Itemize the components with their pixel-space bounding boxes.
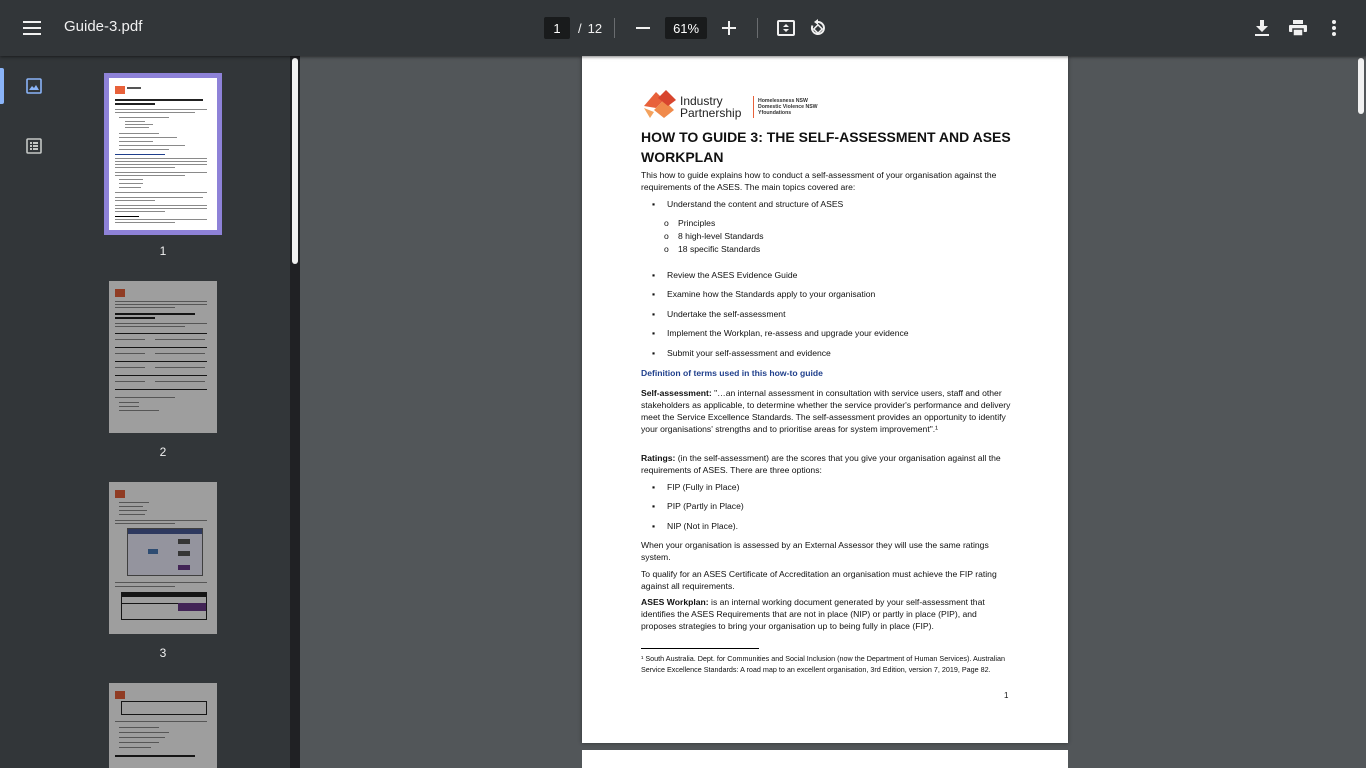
workplan-term: ASES Workplan: xyxy=(641,597,709,607)
image-icon xyxy=(26,78,42,94)
thumbnail-label-1: 1 xyxy=(159,244,167,258)
footnote: ¹ South Australia. Dept. for Communities and Social Inclusion (now the Department of Human Services). Australian Service Excellence Standards: A road map to an excellent organisation, 3rd Edition, version 7, 2019, Page 82. xyxy=(641,654,1005,674)
download-button[interactable] xyxy=(1246,12,1278,44)
rotate-button[interactable] xyxy=(802,12,834,44)
footnote-rule xyxy=(641,648,759,649)
qualify-paragraph: To qualify for an ASES Certificate of Accreditation an organisation must achieve the FIP rating against all requirements. xyxy=(641,569,997,591)
menu-icon[interactable] xyxy=(16,12,48,44)
file-name: Guide-3.pdf xyxy=(64,18,143,35)
download-icon xyxy=(1255,20,1269,36)
logo-org-2: Domestic Violence NSW xyxy=(758,104,818,110)
page-thumbnail-1[interactable] xyxy=(109,78,217,230)
ratings-term: Ratings: xyxy=(641,453,676,463)
document-title: HOW TO GUIDE 3: THE SELF-ASSESSMENT AND ASES WORKPLAN xyxy=(641,129,1011,165)
page-number-input[interactable]: 1 xyxy=(544,17,570,39)
ratings-definition xyxy=(641,452,1011,476)
divider xyxy=(614,18,615,38)
divider xyxy=(757,18,758,38)
logo-brand-line2: Partnership xyxy=(680,106,742,120)
page-thumbnail-3[interactable] xyxy=(109,482,217,634)
thumbnail-list xyxy=(68,56,290,768)
pdf-page-1: Industry Partnership Homelessness NSW Domestic Violence NSW Yfoundations HOW TO GUIDE 3: THE SELF-ASSESSMENT AND ASES WORKPLAN This how to guide explains how to conduct a self-assessment of your organisation against the requirements of the ASES. The main topics covered are: ▪ Understand the content and structure of ASES o Principles o 8 high-level Standards o 18 specific Standards ▪ Review the ASES Evidence Guide ▪ Examine how the Standards apply to your organisation ▪ Undertake the self-assessment ▪ Implement the Workplan, re-assess and upgrade your evidence ▪ Submit your self-assessment and evidence Definition of terms used in this how-to guide Self-assessment: "…an internal assessment in consultation with service users, staff and other stakeholders as applicable, to determine whether the service provider's performance and delivery meet the Service Excellence Standards. The self-assessment provides an opportunity to identify your organisations' strengths and to prioritise areas for system improvement".¹ Ratings: (in the self-assessment) are the scores that you give your organisation against all the requirements of ASES. There are three options: ▪ FIP (Fully in Place) ▪ PIP (Partly in Place) ▪ NIP (Not in Place). When your organisation is assessed by an External Assessor they will use the same ratings system. To qualify for an ASES Certificate of Accreditation an organisation must achieve the FIP rating against all requirements. ASES Workplan: is an internal working document generated by your self-assessment that identifies the ASES Requirements that are not in place (NIP) or partly in place (PIP), and proposes strategies to bring your organisation up to being fully in place (FIP). ¹ South Australia. Dept. for Communities and Social Inclusion (now the Department of Human Services). Australian Service Excellence Standards: A road map to an excellent organisation, 3rd Edition, version 7, 2019, Page 82. 1 xyxy=(582,56,1068,743)
more-vert-icon xyxy=(1332,20,1336,36)
logo-org-1: Homelessness NSW xyxy=(758,98,808,104)
sidebar xyxy=(0,56,290,768)
plus-icon xyxy=(722,21,736,35)
zoom-input[interactable]: 61% xyxy=(665,17,707,39)
external-assessor-paragraph: When your organisation is assessed by an External Assessor they will use the same ratings system. xyxy=(641,540,989,562)
self-assessment-text: "…an internal assessment in consultation with service users, staff and other stakeholders as applicable, to determine whether the service provider's performance and delivery meet the Service Excellence Standards. The self-assessment provides an opportunity to identify your organisations' strengths and to prioritise areas for system improvement".¹ xyxy=(641,388,1011,434)
zoom-out-button[interactable] xyxy=(627,12,659,44)
logo-mark-icon xyxy=(642,86,678,120)
workplan-text: is an internal working document generated by your self-assessment that identifies the ASES Requirements that are not in place (NIP) or partly in place (PIP), and proposes strategies to bring your organisation up to being fully in place (FIP). xyxy=(641,597,985,631)
document-viewer xyxy=(300,56,1366,768)
outline-view-button[interactable] xyxy=(0,128,68,164)
toolbar-actions xyxy=(1246,12,1350,44)
page-thumbnail-4[interactable] xyxy=(109,683,217,768)
industry-partnership-logo xyxy=(642,86,982,122)
list-icon xyxy=(26,138,42,154)
thumbnail-label-3: 3 xyxy=(159,646,167,660)
self-assessment-definition xyxy=(641,387,1011,435)
sidebar-rail xyxy=(0,56,68,768)
print-button[interactable] xyxy=(1282,12,1314,44)
zoom-in-button[interactable] xyxy=(713,12,745,44)
minus-icon xyxy=(636,27,650,29)
logo-org-3: Yfoundations xyxy=(758,110,792,116)
ratings-text: (in the self-assessment) are the scores that you give your organisation against all the requirements of ASES. There are three options: xyxy=(641,453,1001,475)
self-assessment-term: Self-assessment: xyxy=(641,388,712,398)
page-zoom-controls xyxy=(544,16,834,40)
rotate-icon xyxy=(809,19,827,37)
logo-divider xyxy=(753,96,754,118)
pdf-toolbar xyxy=(0,0,1366,56)
total-pages: 12 xyxy=(587,20,603,36)
intro-paragraph: This how to guide explains how to conduct a self-assessment of your organisation against the requirements of the ASES. The main topics covered are: xyxy=(641,170,997,192)
page-number: 1 xyxy=(1004,691,1009,700)
more-options-button[interactable] xyxy=(1318,12,1350,44)
fit-to-page-icon xyxy=(777,20,795,36)
viewer-scrollbar[interactable] xyxy=(1358,58,1364,114)
page-thumbnail-2[interactable] xyxy=(109,281,217,433)
pdf-page-2 xyxy=(582,750,1068,768)
print-icon xyxy=(1289,20,1307,36)
thumbnail-label-2: 2 xyxy=(159,445,167,459)
workplan-definition xyxy=(641,596,1011,632)
page-separator: / xyxy=(578,20,582,36)
logo-brand-line1: Industry xyxy=(680,94,723,108)
fit-page-button[interactable] xyxy=(770,12,802,44)
sidebar-scrollbar[interactable] xyxy=(292,58,298,264)
definitions-heading: Definition of terms used in this how-to guide xyxy=(641,368,823,378)
thumbnail-view-button[interactable] xyxy=(0,68,68,104)
